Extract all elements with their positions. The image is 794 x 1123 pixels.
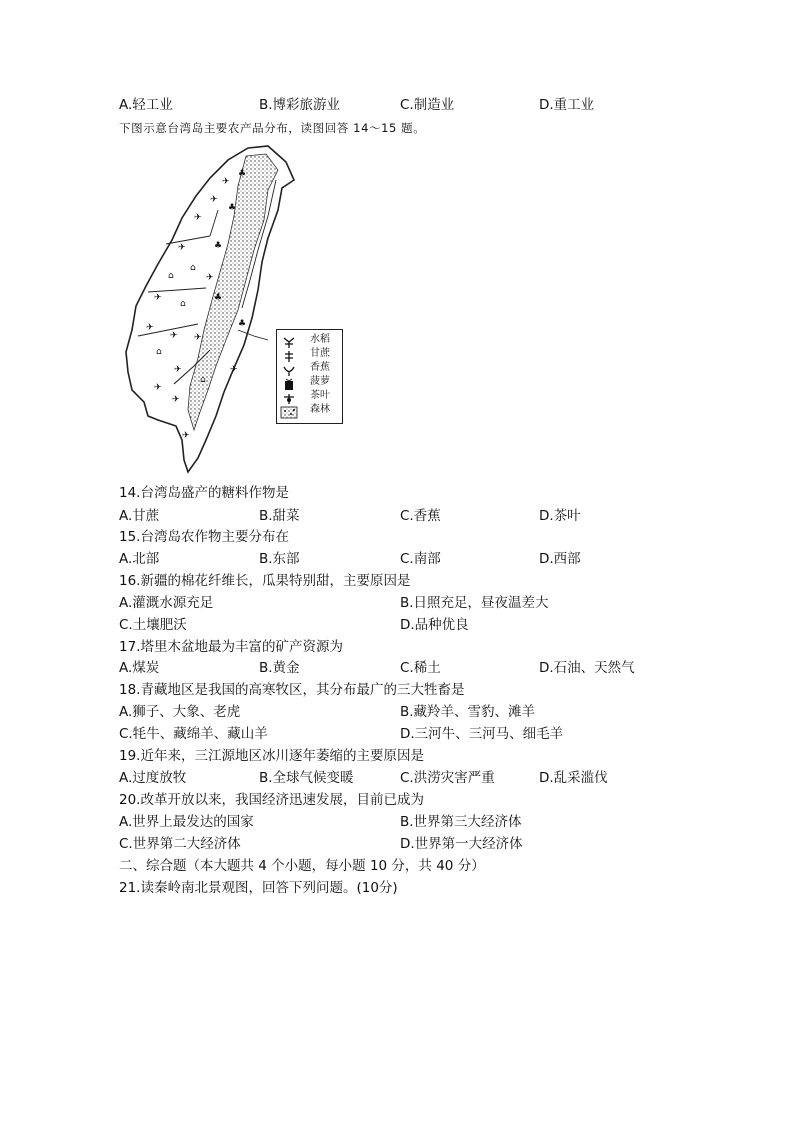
q13-option-d: D.重工业 xyxy=(539,97,595,113)
q16-option-a: A.灌溉水源充足 xyxy=(119,595,214,611)
q20-stem: 20.改革开放以来，我国经济迅速发展，目前已成为 xyxy=(119,792,424,808)
q17-option-c: C.稀土 xyxy=(400,660,441,676)
q16-stem: 16.新疆的棉花纤维长，瓜果特别甜，主要原因是 xyxy=(119,573,411,589)
legend-item-rice xyxy=(280,334,340,347)
q14-stem: 14.台湾岛盛产的糖料作物是 xyxy=(119,485,289,501)
map-symbol: ✈ xyxy=(154,383,162,393)
legend-label: 森林 xyxy=(310,404,330,415)
q16-option-d: D.品种优良 xyxy=(400,617,469,633)
map-symbol: ✈ xyxy=(182,431,190,441)
tea-symbol-icon xyxy=(280,390,298,403)
map-symbol: ✈ xyxy=(230,365,238,375)
q19-option-d: D.乱采滥伐 xyxy=(539,770,608,786)
q19-option-c: C.洪涝灾害严重 xyxy=(400,770,495,786)
legend-item-forest xyxy=(280,404,340,417)
legend-label: 茶叶 xyxy=(310,390,330,401)
map-symbol: ✈ xyxy=(174,365,182,375)
legend-label: 水稻 xyxy=(310,334,330,345)
q13-option-a: A.轻工业 xyxy=(119,97,173,113)
q20-option-b: B.世界第三大经济体 xyxy=(400,814,522,830)
q18-option-c: C.牦牛、藏绵羊、藏山羊 xyxy=(119,726,268,742)
map-symbol: ⌂ xyxy=(180,299,186,309)
q15-option-c: C.南部 xyxy=(400,551,441,567)
legend-item-tea xyxy=(280,390,340,403)
q19-option-b: B.全球气候变暖 xyxy=(259,770,354,786)
taiwan-agriculture-map xyxy=(118,140,298,480)
sugarcane-symbol-icon xyxy=(280,348,298,361)
q17-option-a: A.煤炭 xyxy=(119,660,160,676)
legend-label: 菠萝 xyxy=(310,376,330,387)
map-symbol: ✈ xyxy=(172,395,180,405)
map-symbol: ♣ xyxy=(228,203,237,213)
map-symbol: ✈ xyxy=(194,333,202,343)
q16-option-b: B.日照充足，昼夜温差大 xyxy=(400,595,549,611)
q17-option-b: B.黄金 xyxy=(259,660,300,676)
q14-option-d: D.茶叶 xyxy=(539,508,581,524)
q19-stem: 19.近年来，三江源地区冰川逐年萎缩的主要原因是 xyxy=(119,748,424,764)
map-symbol: ✈ xyxy=(194,213,202,223)
q19-option-a: A.过度放牧 xyxy=(119,770,187,786)
q15-option-d: D.西部 xyxy=(539,551,581,567)
legend-item-sugarcane xyxy=(280,348,340,361)
q21-stem: 21.读秦岭南北景观图，回答下列问题。(10分) xyxy=(119,880,398,896)
q20-option-a: A.世界上最发达的国家 xyxy=(119,814,254,830)
forest-symbol-icon xyxy=(280,404,298,417)
q14-option-a: A.甘蔗 xyxy=(119,508,160,524)
map-symbol: ✈ xyxy=(210,195,218,205)
q18-option-b: B.藏羚羊、雪豹、滩羊 xyxy=(400,704,536,720)
legend-item-banana xyxy=(280,362,340,375)
map-symbol: ✈ xyxy=(206,273,214,283)
q14-option-c: C.香蕉 xyxy=(400,508,441,524)
map-symbol: ♣ xyxy=(238,319,247,329)
map-symbol: ⌂ xyxy=(200,375,206,385)
map-symbol: ♣ xyxy=(214,241,223,251)
section-title: 二、综合题（本大题共 4 个小题，每小题 10 分，共 40 分） xyxy=(119,858,485,874)
q13-option-b: B.博彩旅游业 xyxy=(259,97,341,113)
q13-option-c: C.制造业 xyxy=(400,97,455,113)
map-symbol: ✈ xyxy=(146,323,154,333)
map-symbol: ✈ xyxy=(170,331,178,341)
q18-option-d: D.三河牛、三河马、细毛羊 xyxy=(400,726,564,742)
q15-option-a: A.北部 xyxy=(119,551,160,567)
pineapple-symbol-icon xyxy=(280,376,298,389)
map-symbol: ⌂ xyxy=(190,263,196,273)
map-legend xyxy=(276,329,343,424)
map-symbol: ✈ xyxy=(178,243,186,253)
map-symbol: ✈ xyxy=(154,293,162,303)
map-intro-text: 下图示意台湾岛主要农产品分布，读图回答 14～15 题。 xyxy=(119,121,426,135)
q15-stem: 15.台湾岛农作物主要分布在 xyxy=(119,529,289,545)
map-symbol: ✈ xyxy=(222,177,230,187)
q16-option-c: C.土壤肥沃 xyxy=(119,617,187,633)
map-symbol: ⌂ xyxy=(156,347,162,357)
q14-option-b: B.甜菜 xyxy=(259,508,300,524)
q15-option-b: B.东部 xyxy=(259,551,300,567)
q17-option-d: D.石油、天然气 xyxy=(539,660,635,676)
q17-stem: 17.塔里木盆地最为丰富的矿产资源为 xyxy=(119,639,343,655)
rice-symbol-icon xyxy=(280,334,298,347)
banana-symbol-icon xyxy=(280,362,298,375)
q18-option-a: A.狮子、大象、老虎 xyxy=(119,704,241,720)
map-symbol: ⌂ xyxy=(168,271,174,281)
q18-stem: 18.青藏地区是我国的高寒牧区，其分布最广的三大牲畜是 xyxy=(119,682,465,698)
q20-option-d: D.世界第一大经济体 xyxy=(400,836,523,852)
legend-label: 香蕉 xyxy=(310,362,330,373)
legend-item-pineapple xyxy=(280,376,340,389)
q20-option-c: C.世界第二大经济体 xyxy=(119,836,241,852)
legend-label: 甘蔗 xyxy=(310,348,330,359)
map-symbol: ♣ xyxy=(238,169,247,179)
map-symbol: ♣ xyxy=(214,293,223,303)
